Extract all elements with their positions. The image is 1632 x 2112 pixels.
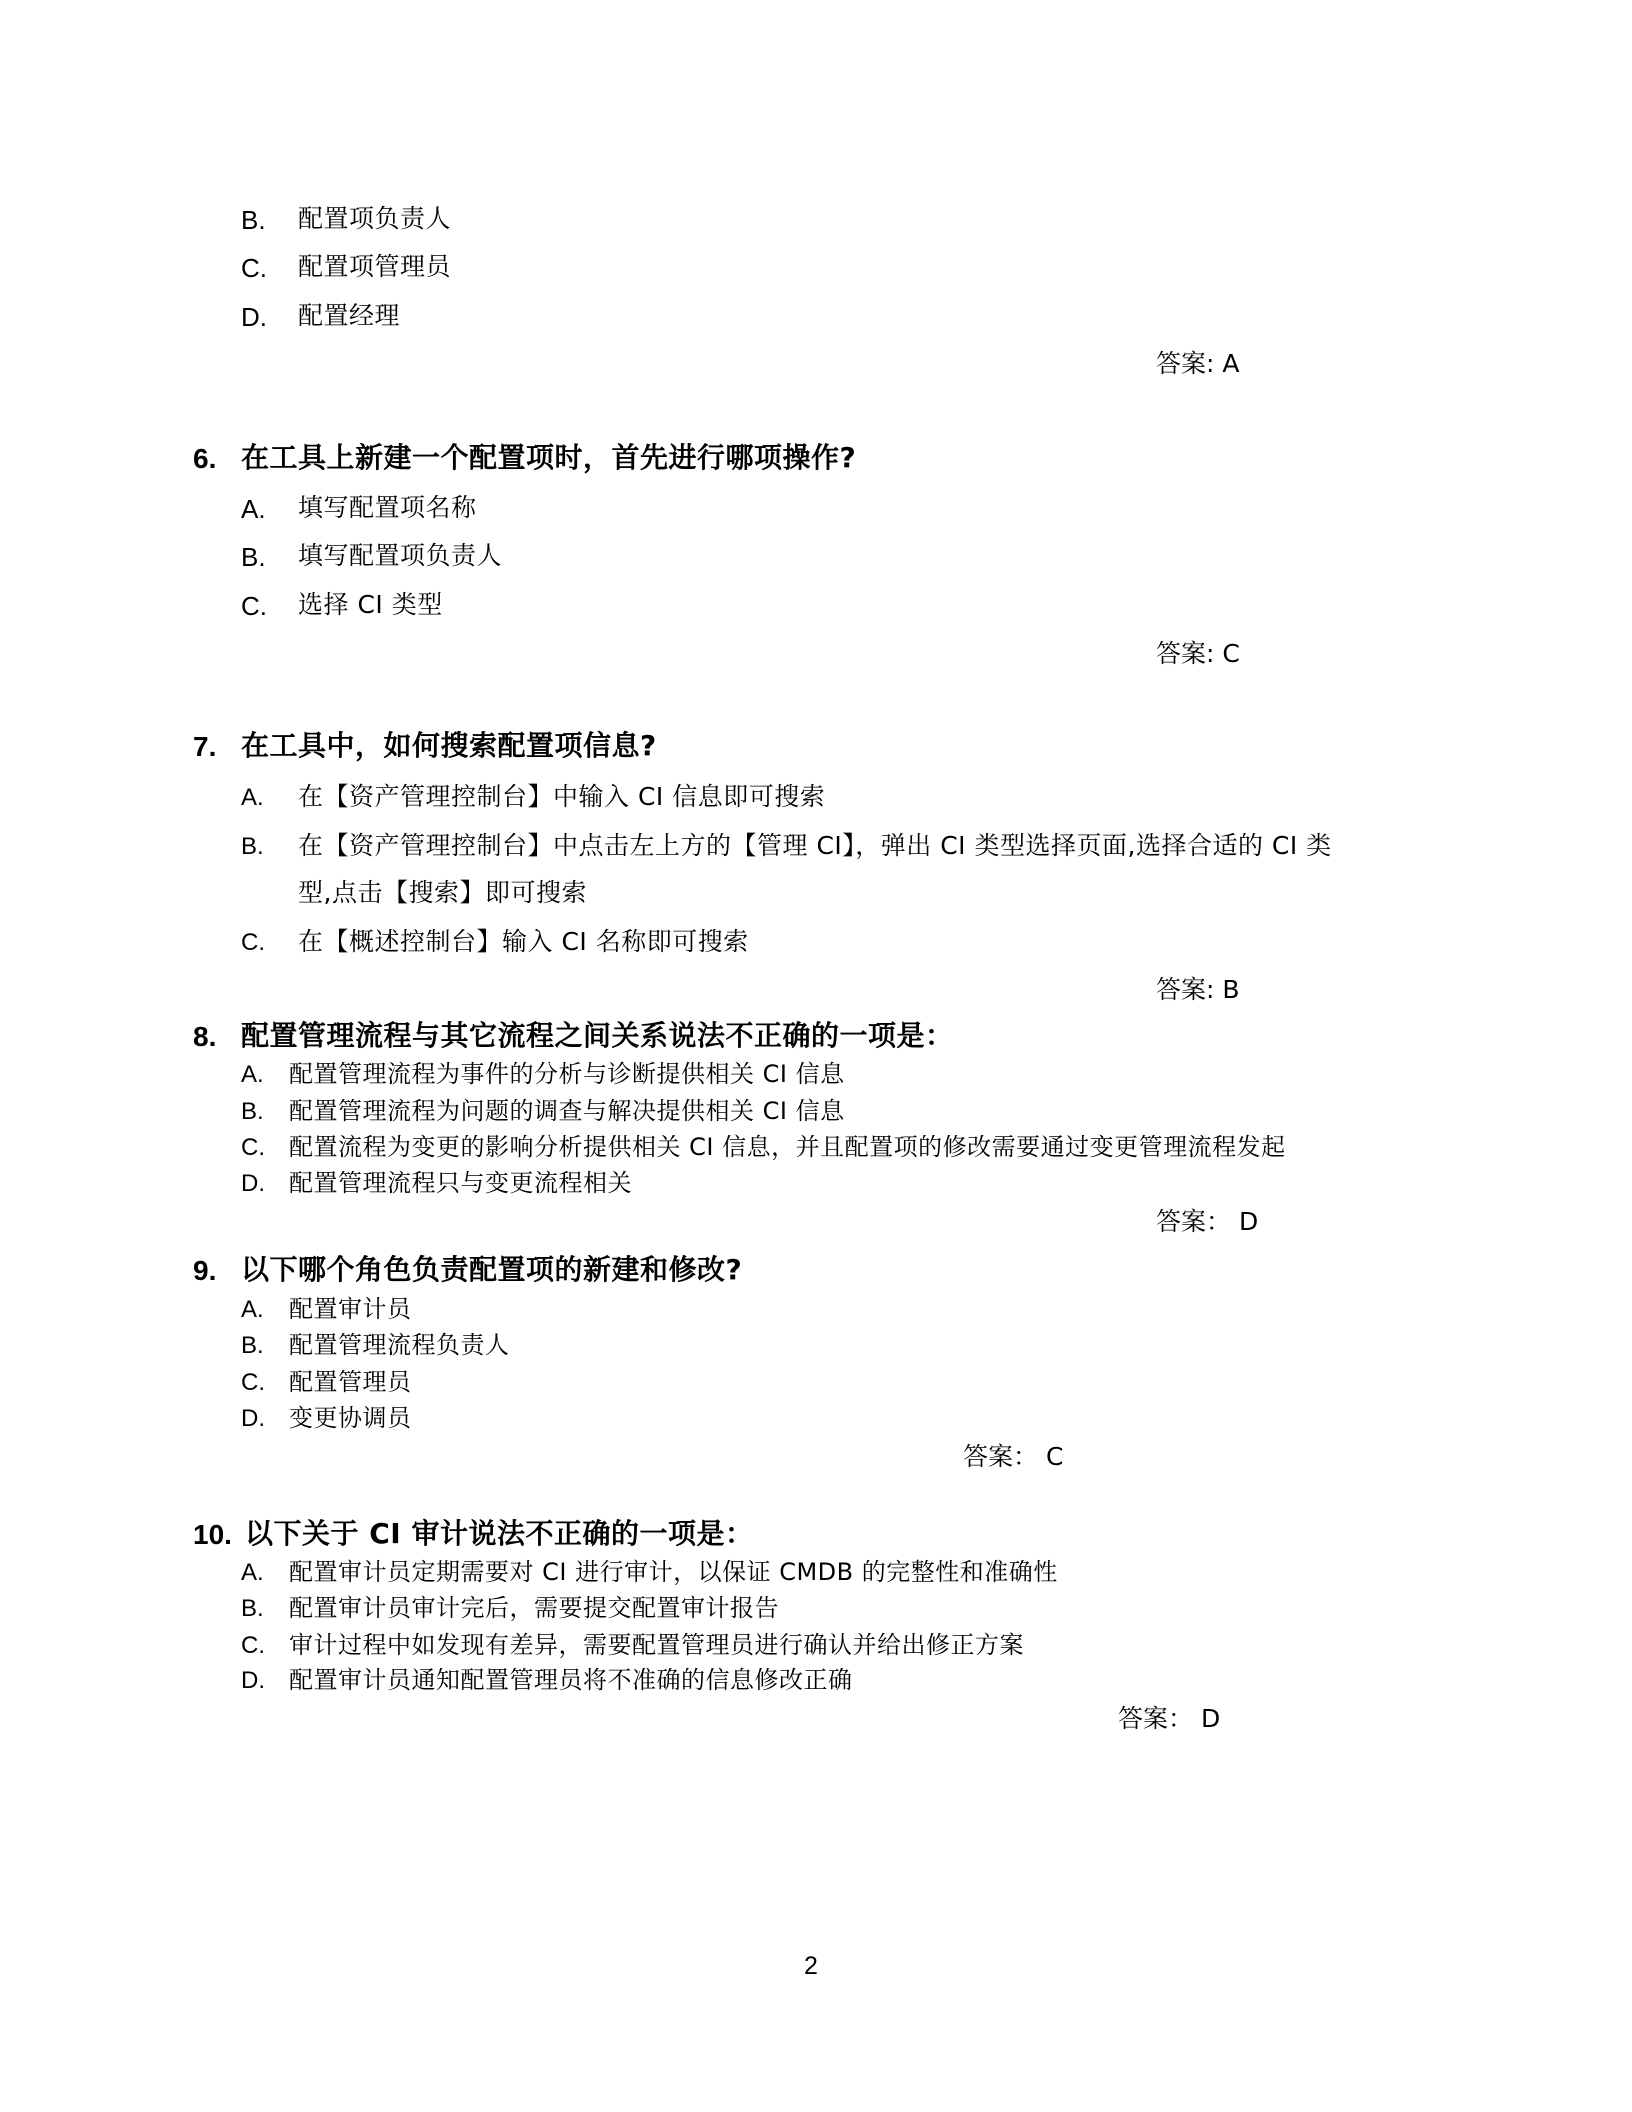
option-letter: C. [241, 591, 267, 621]
answer-label: 答案: C [1156, 639, 1240, 668]
question-text: 以下哪个角色负责配置项的新建和修改? [241, 1253, 743, 1286]
option-letter: B. [241, 205, 266, 235]
option-letter: B. [241, 1332, 264, 1359]
option-letter: B. [241, 1098, 264, 1125]
option-text: 配置项负责人 [298, 204, 452, 233]
option-letter: D. [241, 302, 267, 332]
option-text: 填写配置项负责人 [298, 541, 503, 570]
option-text: 配置管理流程只与变更流程相关 [289, 1169, 632, 1197]
option-letter: D. [241, 1405, 265, 1432]
question-number: 9. [193, 1255, 217, 1286]
option-text: 配置流程为变更的影响分析提供相关 CI 信息，并且配置项的修改需要通过变更管理流程发起 [289, 1133, 1286, 1161]
option-text: 配置管理流程负责人 [289, 1331, 510, 1359]
option-text: 配置管理员 [289, 1368, 412, 1396]
answer-label: 答案： C [963, 1442, 1064, 1471]
option-text: 配置管理流程为问题的调查与解决提供相关 CI 信息 [289, 1097, 845, 1125]
option-letter: C. [241, 253, 267, 283]
answer-label: 答案: B [1156, 975, 1240, 1004]
question-text: 在工具上新建一个配置项时，首先进行哪项操作? [241, 441, 857, 474]
option-letter: C. [241, 1369, 265, 1396]
option-text: 配置经理 [298, 301, 401, 330]
question-text: 配置管理流程与其它流程之间关系说法不正确的一项是： [241, 1019, 954, 1052]
option-text: 审计过程中如发现有差异，需要配置管理员进行确认并给出修正方案 [289, 1631, 1024, 1659]
option-letter: B. [241, 1595, 264, 1622]
option-text: 配置项管理员 [298, 252, 452, 281]
option-letter: A. [241, 1061, 264, 1088]
option-text-continuation: 型,点击【搜索】即可搜索 [298, 878, 587, 907]
option-text: 在【概述控制台】输入 CI 名称即可搜索 [298, 927, 749, 956]
question-text: 在工具中，如何搜索配置项信息? [241, 729, 657, 762]
option-letter: C. [241, 1134, 265, 1161]
option-letter: C. [241, 1632, 265, 1659]
option-text: 填写配置项名称 [298, 493, 477, 522]
option-text: 在【资产管理控制台】中点击左上方的【管理 CI】，弹出 CI 类型选择页面,选择合适的 CI 类 [298, 831, 1332, 860]
question-number: 7. [193, 731, 217, 762]
page-number: 2 [804, 1952, 818, 1980]
question-number: 6. [193, 443, 217, 474]
option-letter: A. [241, 1296, 264, 1323]
question-number: 10. [193, 1519, 232, 1550]
option-letter: B. [241, 833, 264, 860]
answer-label: 答案: A [1156, 349, 1240, 378]
option-text: 在【资产管理控制台】中输入 CI 信息即可搜索 [298, 782, 826, 811]
option-text: 配置审计员审计完后，需要提交配置审计报告 [289, 1594, 779, 1622]
option-letter: D. [241, 1667, 265, 1694]
option-letter: A. [241, 1559, 264, 1586]
option-text: 配置审计员定期需要对 CI 进行审计，以保证 CMDB 的完整性和准确性 [289, 1558, 1058, 1586]
option-letter: D. [241, 1170, 265, 1197]
option-text: 变更协调员 [289, 1404, 412, 1432]
question-number: 8. [193, 1021, 217, 1052]
question-text: 以下关于 CI 审计说法不正确的一项是： [245, 1517, 754, 1550]
option-text: 选择 CI 类型 [298, 590, 443, 619]
option-letter: C. [241, 929, 265, 956]
option-text: 配置审计员通知配置管理员将不准确的信息修改正确 [289, 1666, 853, 1694]
option-text: 配置审计员 [289, 1295, 412, 1323]
option-text: 配置管理流程为事件的分析与诊断提供相关 CI 信息 [289, 1060, 845, 1088]
option-letter: A. [241, 494, 266, 524]
option-letter: A. [241, 784, 264, 811]
answer-label: 答案： D [1118, 1704, 1221, 1733]
answer-label: 答案： D [1156, 1207, 1259, 1236]
option-letter: B. [241, 542, 266, 572]
